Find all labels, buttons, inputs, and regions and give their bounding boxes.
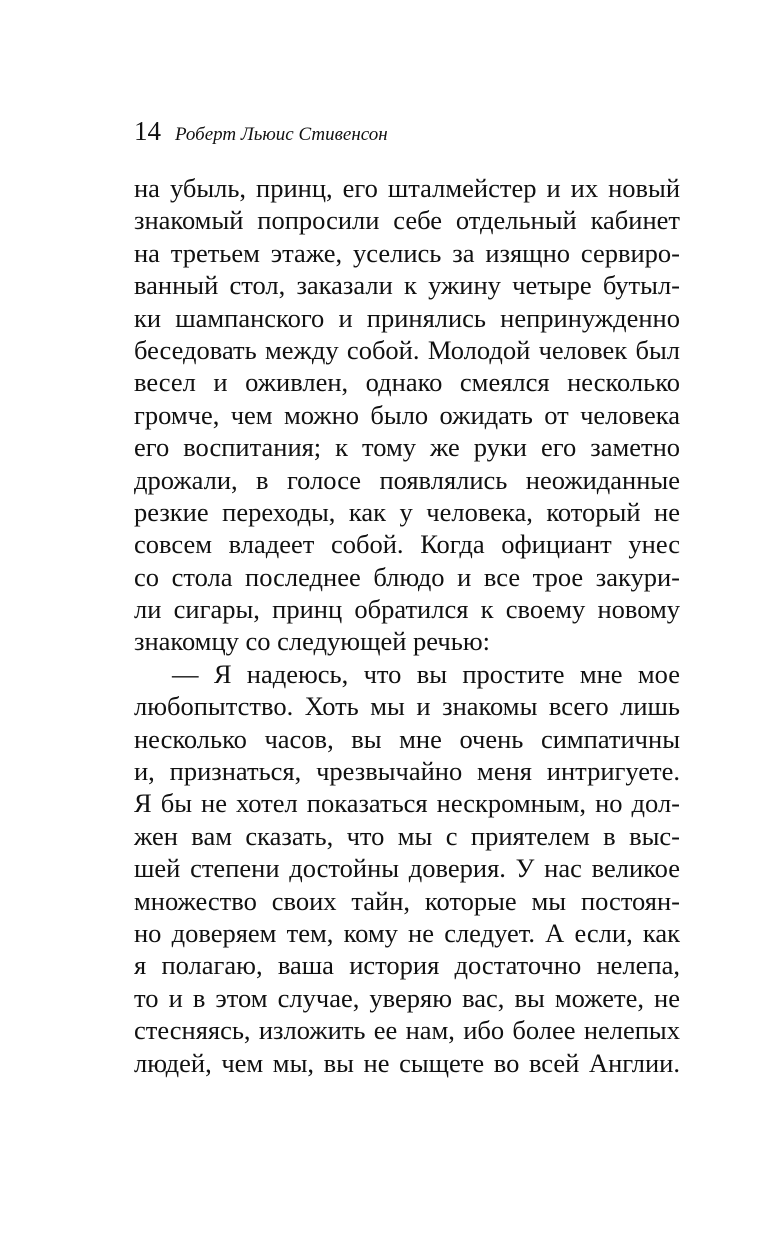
text-line: то и в этом случае, уверяю вас, вы можете, не	[134, 982, 680, 1013]
text-line: со стола последнее блюдо и все трое закури-	[134, 561, 680, 592]
text-line: беседовать между собой. Молодой человек был	[134, 334, 680, 365]
text-line: ванный стол, заказали к ужину четыре бутыл-	[134, 270, 680, 301]
text-line: но доверяем тем, кому не следует. А если, как	[134, 917, 680, 948]
text-line: дрожали, в голосе появлялись неожиданные	[134, 464, 680, 495]
text-line: на убыль, принц, его шталмейстер и их новый	[134, 173, 680, 203]
body-text	[134, 172, 680, 1079]
text-line: его воспитания; к тому же руки его заметно	[134, 432, 680, 463]
text-line: я полагаю, ваша история достаточно нелепа,	[134, 950, 680, 981]
paragraph-end-line: знакомцу со следующей речью:	[134, 626, 490, 657]
text-line: совсем владеет собой. Когда официант унес	[134, 529, 680, 560]
text-line: на третьем этаже, уселись за изящно сервиро-	[134, 237, 680, 268]
page-number: 14	[134, 116, 161, 146]
text-line: стесняясь, изложить ее нам, ибо более нелепых	[134, 1015, 680, 1046]
running-title: Роберт Льюис Стивенсон	[175, 124, 388, 145]
text-line: и, признаться, чрезвычайно меня интригуете.	[134, 756, 680, 787]
text-line: весел и оживлен, однако смеялся несколько	[134, 367, 680, 398]
text-line: людей, чем мы, вы не сыщете во всей Англии.	[134, 1047, 680, 1078]
paragraph-start-line: — Я надеюсь, что вы простите мне мое	[172, 658, 680, 689]
text-line: жен вам сказать, что мы с приятелем в выс-	[134, 820, 680, 851]
text-line: резкие переходы, как у человека, который не	[134, 496, 680, 527]
text-line: ки шампанского и принялись непринужденно	[134, 302, 680, 333]
text-line: ли сигары, принц обратился к своему новому	[134, 594, 680, 625]
page-header	[134, 118, 388, 145]
text-line: Я бы не хотел показаться нескромным, но дол-	[134, 788, 680, 819]
text-line: громче, чем можно было ожидать от человека	[134, 399, 680, 430]
text-line: множество своих тайн, которые мы постоян-	[134, 885, 680, 916]
text-line: любопытство. Хоть мы и знакомы всего лишь	[134, 691, 680, 722]
text-line: несколько часов, вы мне очень симпатичны	[134, 723, 680, 754]
text-line: знакомый попросили себе отдельный кабинет	[134, 205, 680, 236]
text-line: шей степени достойны доверия. У нас великое	[134, 853, 680, 884]
